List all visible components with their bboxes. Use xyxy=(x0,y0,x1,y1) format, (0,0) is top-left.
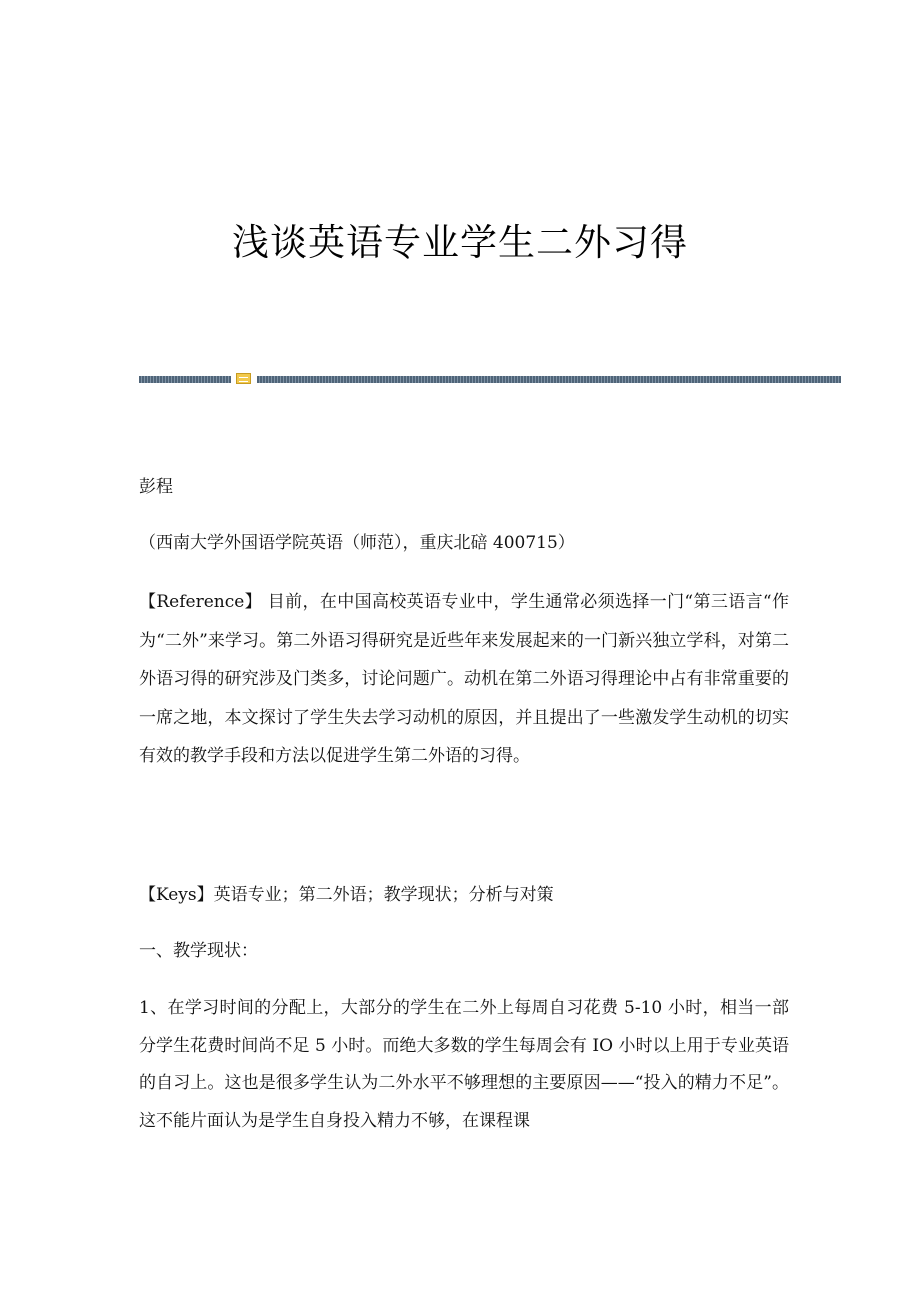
section-heading: 一、教学现状： xyxy=(139,941,258,961)
keywords-line xyxy=(139,880,789,905)
keywords-label: 【Keys】 xyxy=(139,885,214,905)
author-name: 彭程 xyxy=(139,477,173,497)
title-divider xyxy=(139,373,841,385)
keywords-text: 英语专业；第二外语；教学现状；分析与对策 xyxy=(213,885,554,905)
document-title: 浅谈英语专业学生二外习得 xyxy=(232,221,688,264)
author-affiliation: （西南大学外国语学院英语（师范），重庆北碚 400715） xyxy=(139,533,575,553)
body-paragraph: 1、在学习时间的分配上，大部分的学生在二外上每周自习花费 5-10 小时，相当一部分学生花费时间尚不足 5 小时。而绝大多数的学生每周会有 IO 小时以上用于专业英语的自习上。这也是很多学生认为二外水平不够理想的主要原因——“投入的精力不足”。这不能片面认为是学生自身投入精力不够，在课程课 xyxy=(139,998,789,1131)
abstract-text: 目前，在中国高校英语专业中，学生通常必须选择一门“第三语言“作为“二外”来学习。第二外语习得研究是近些年来发展起来的一门新兴独立学科，对第二外语习得的研究涉及门类多，讨论问题广。动机在第二外语习得理论中占有非常重要的一席之地，本文探讨了学生失去学习动机的原因，并且提出了一些激发学生动机的切实有效的教学手段和方法以促进学生第二外语的习得。 xyxy=(139,592,789,766)
abstract-label: 【Reference】 xyxy=(139,592,263,612)
divider-bar-right xyxy=(257,376,841,383)
envelope-icon xyxy=(236,373,251,384)
divider-bar-left xyxy=(139,376,231,383)
abstract-paragraph xyxy=(139,583,789,776)
